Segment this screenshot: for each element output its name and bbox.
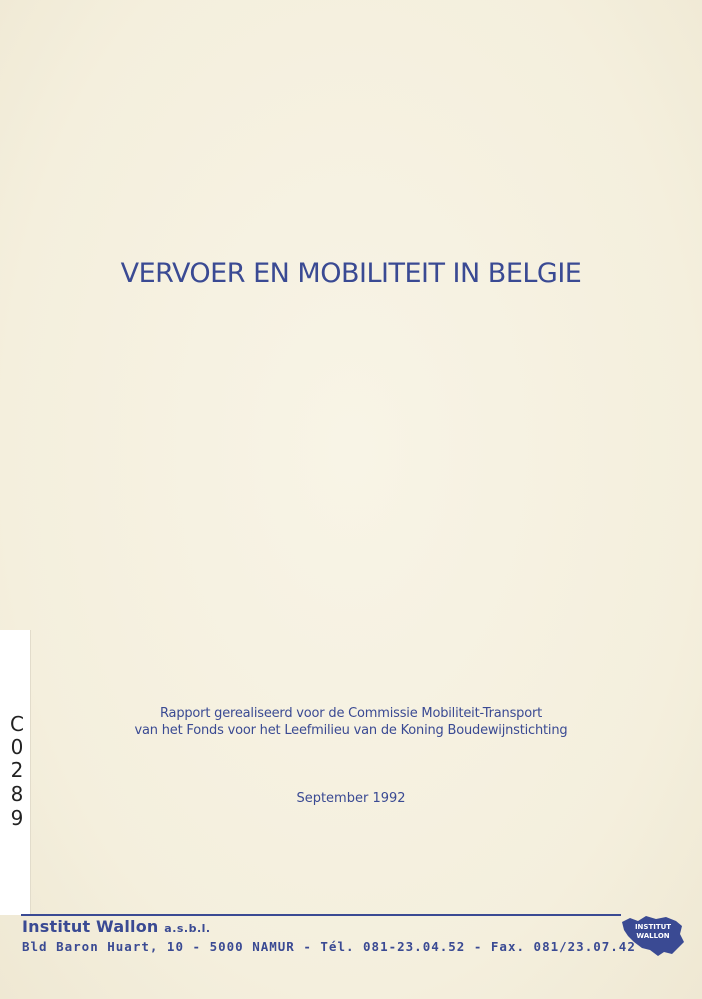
publisher-name-text: Institut Wallon bbox=[22, 917, 159, 936]
publisher-address: Bld Baron Huart, 10 - 5000 NAMUR - Tél. 081-23.04.52 - Fax. 081/23.07.42 bbox=[22, 939, 636, 954]
call-number-char: C bbox=[10, 712, 24, 736]
logo-text-line-1: INSTITUT bbox=[634, 923, 672, 931]
institut-wallon-logo-icon bbox=[620, 912, 686, 958]
publisher-legal-suffix: a.s.b.l. bbox=[164, 922, 211, 935]
call-number-char: 0 bbox=[10, 735, 24, 759]
document-title: VERVOER EN MOBILITEIT IN BELGIE bbox=[120, 258, 582, 289]
subtitle-line-1: Rapport gerealiseerd voor de Commissie Mobiliteit-Transport bbox=[160, 706, 542, 721]
subtitle-line-2: van het Fonds voor het Leefmilieu van de Koning Boudewijnstichting bbox=[134, 723, 568, 738]
publisher-name bbox=[22, 917, 211, 936]
call-number-char: 2 bbox=[10, 758, 24, 782]
call-number-char: 9 bbox=[10, 806, 24, 830]
logo-text-line-2: WALLON bbox=[636, 932, 670, 940]
publication-date: September 1992 bbox=[296, 791, 406, 806]
footer-divider bbox=[21, 914, 621, 916]
call-number-char: 8 bbox=[10, 782, 24, 806]
